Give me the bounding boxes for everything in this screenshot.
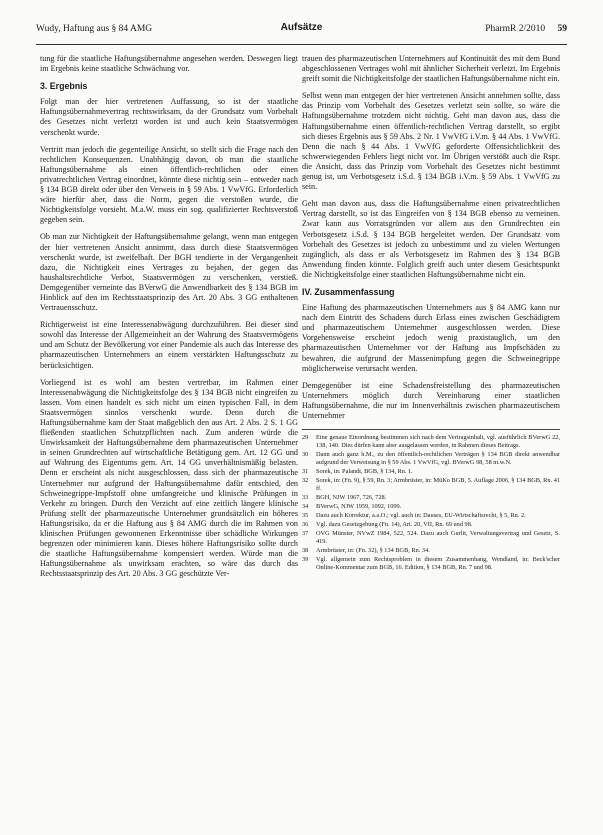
right-column	[302, 54, 560, 573]
paragraph: Demgegenüber ist eine Schadensfreistellung des pharmazeutischen Unternehmers möglich durch Vereinbarung einer staatlichen Haftungsübernahme, die nur im Innenverhältnis zwischen pharmazeutischem Unternehmer	[302, 380, 560, 420]
footnote	[302, 521, 560, 529]
section-heading: 3. Ergebnis	[40, 81, 88, 92]
footnote	[302, 512, 560, 520]
footnote-number: 33	[302, 494, 309, 502]
footnote	[302, 530, 560, 546]
footnote-number: 29	[302, 434, 309, 442]
footnote-text: Armbrüster, in: (Fn. 32), § 134 BGB, Rn. 34.	[316, 547, 430, 555]
paragraph: Ob man zur Nichtigkeit der Haftungsübernahme gelangt, wenn man entgegen der hier vertretenen Ansicht annimmt, dass durch diese Staatsvermögen verschenkt wurde, ist zweifelhaft. Der BGH tendierte in der Vergangenheit dazu, die Nichtigkeit eines Vertrages zu bejahen, der gegen das haushaltsrechtliche Verbot, Staatsvermögen zu verschenken, verstieß. Demgegenüber verneinte das BVerwG die Anwendbarkeit des § 134 BGB im Hinblick auf den im Rechtsstaatsprinzip des Art. 20 Abs. 3 GG enthaltenen Vertrauensschutz.	[40, 232, 298, 313]
footnote-number: 37	[302, 530, 309, 538]
footnote	[302, 477, 560, 493]
running-title: Wudy, Haftung aus § 84 AMG	[36, 24, 153, 34]
footnote-text: OVG Münster, NVwZ 1984, 522, 524. Dazu auch Gurlit, Verwaltungsvertrag und Gesetz, S. 419.	[316, 530, 560, 546]
paragraph: tung für die staatliche Haftungsübernahme angesehen werden. Deswegen liegt im Ergebnis keine staatliche Schwächung vor.	[40, 54, 298, 74]
footnote-number: 36	[302, 521, 309, 529]
footnote-text: BGH, NJW 1967, 726, 728.	[316, 494, 387, 502]
footnote	[302, 434, 560, 450]
footnote-number: 32	[302, 477, 309, 485]
footnote-number: 39	[302, 556, 309, 564]
page-number: 59	[557, 24, 567, 34]
footnote	[302, 503, 560, 511]
paragraph: trauen des pharmazeutischen Unternehmers auf Kontinuität des mit dem Bund abgeschlossenen Vertrages wohl mit ähnlicher Sicherheit verletzt. Im Ergebnis greift somit die Nichtigkeitsfolge der staatlichen Haftungsübernahme nicht ein.	[302, 54, 560, 84]
journal-info	[485, 24, 567, 34]
footnote	[302, 494, 560, 502]
page-header	[36, 16, 567, 45]
footnote-number: 30	[302, 451, 309, 459]
footnote-text: Eine genaue Einordnung bestimmen sich nach dem Vertragsinhalt, vgl. ausführlich BVerwG 22, 138, 140. Dies dürfen kann aber ausgelassen werden, in Rahmen dieses Beitrags.	[316, 434, 560, 450]
section-label: Aufsätze	[280, 22, 323, 33]
footnote-text: Sorek, in: (Fn. 9), § 59, Rn. 3; Armbrüster, in: MüKo BGB, 5. Auflage 2006, § 134 BGB, Rn. 41 ff.	[316, 477, 560, 493]
paragraph: Selbst wenn man entgegen der hier vertretenen Ansicht annehmen sollte, dass das Prinzip vom Vorbehalt des Gesetzes verletzt sein sollte, so wäre die Haftungsübernahme trotzdem nicht nichtig. Geht man davon aus, dass die Haftungsübernahme einen öffentlich-rechtlichen Vertrag darstellt, so ergibt sich dieses Ergebnis aus § 59 Abs. 2 Nr. 1 VwVfG i.V.m. § 44 Abs. 1 VwVfG. Denn die nach § 44 Abs. 1 VwVfG geforderte Offensichtlichkeit des schwerwiegenden Fehlers liegt nicht vor. Im Übrigen verstößt auch die Rspr. die Ansicht, dass das Prinzip vom Vorbehalt des Gesetzes nicht bestimmt genug ist, um Verbotsgesetz i.S.d. § 134 BGB i.V.m. § 59 Abs. 1 VwVfG zu sein.	[302, 91, 560, 192]
footnote	[302, 556, 560, 572]
footnote-text: Vgl. allgemein zum Rechtsproblem in diesem Zusammenhang, Wendland, in: Beck'scher Online-Kommentar zum BGB, 16. Edition, § 134 BGB, Rn. 7 und 98.	[316, 556, 560, 572]
section-heading: IV. Zusammenfassung	[302, 286, 395, 297]
footnote	[302, 451, 560, 467]
footnote	[302, 468, 560, 476]
footnotes	[302, 429, 560, 572]
footnote-text: Vgl. dazu Gesetzgebung (Fn. 14), Art. 20, VII, Rn. 69 und 98.	[316, 521, 473, 529]
footnote-number: 38	[302, 547, 309, 555]
footnote-number: 35	[302, 512, 309, 520]
paragraph: Eine Haftung des pharmazeutischen Unternehmers aus § 84 AMG kann nur nach dem Eintritt des Schadens durch Erlass eines zwischen Geschädigtem und pharmazeutischem Unternehmer ausgeschlossen werden. Diese Vorgehensweise erscheint jedoch wenig praxistauglich, um den pharmazeutischen Unternehmer vor der Haftung aus Impfschäden zu bewahren, die aufgrund der Massenimpfung gegen die Schweinegrippe möglicherweise verursacht werden.	[302, 303, 560, 373]
footnote-number: 31	[302, 468, 309, 476]
footnote-text: Dazu auch Korrektur, a.a.O.; vgl. auch in: Dauses, EU-Wirtschaftsrecht, § 5, Rn. 2.	[316, 512, 526, 520]
paragraph: Vertritt man jedoch die gegenteilige Ansicht, so stellt sich die Frage nach den rechtlichen Konsequenzen. Unabhängig davon, ob man die staatliche Haftungsübernahme als einen öffentlich-rechtlichen oder einen privatrechtlichen Vertrag einordnet, könnte diese nichtig sein – entweder nach § 134 BGB direkt oder über den Verweis in § 59 Abs. 1 VwVfG. Erforderlich wäre hierfür aber, dass die Norm, gegen die verstoßen wurde, die Nichtigkeitsfolge vorsieht. M.a.W. muss ein sog. qualifizierter Rechtsverstoß gegeben sein.	[40, 144, 298, 225]
footnote-text: Dann auch ganz h.M., zu den öffentlich-rechtlichen Verträgen § 134 BGB direkt anwendbar aufgrund der Verweisung in § 59 Abs. 1 VwVfG, vgl. BVerwG 98, 58 m.w.N.	[316, 451, 560, 467]
paragraph: Richtigerweist ist eine Interessenabwägung durchzuführen. Bei dieser sind sowohl das Interesse der Allgemeinheit an der Wahrung des Staatsvermögens und am Schutz der Bevölkerung vor einer Pandemie als auch das Interesse des pharmazeutischen Unternehmers an einem verstärkten Haftungsschutz zu berücksichtigen.	[40, 320, 298, 370]
paragraph: Folgt man der hier vertretenen Auffassung, so ist der staatliche Haftungsübernahmevertrag rechtswirksam, da der Grundsatz vom Vorbehalt des Gesetzes nicht verletzt worden ist und auch kein Staatsvermögen verschenkt wurde.	[40, 97, 298, 137]
footnote	[302, 547, 560, 555]
footnote-text: BVerwG, NJW 1959, 1092, 1099.	[316, 503, 402, 511]
journal-issue: PharmR 2/2010	[485, 24, 546, 34]
footnote-text: Sorek, in: Palandt, BGB, § 134, Rn. 1.	[316, 468, 413, 476]
left-column	[40, 54, 298, 587]
paragraph: Geht man davon aus, dass die Haftungsübernahme einen privatrechtlichen Vertrag darstellt, so ist das Eingreifen von § 134 BGB ebenso zu verneinen. Zwar kann aus Vorratsgründen vor allem aus den Grundrechten ein Verbotsgesetz i.S.d. § 134 BGB hergeleitet werden. Der Grundsatz vom Vorbehalt des Gesetzes ist jedoch zu unbestimmt und zu vielen Wertungen zugänglich, als dass er als Verbotsgesetz im Rahmen des § 134 BGB Anwendung finden könnte. Folglich greift auch unter diesem Gesichtspunkt die Nichtigkeitsfolge einer staatlichen Haftungsübernahme nicht ein.	[302, 199, 560, 279]
footnote-number: 34	[302, 503, 309, 511]
paragraph: Vorliegend ist es wohl am besten vertretbar, im Rahmen einer Interessenabwägung die Nichtigkeitsfolge des § 134 BGB nicht eingreifen zu lassen. Vom einen handelt es sich nicht um einen typischen Fall, in dem Staatsvermögen sinnlos verschenkt wurde. Denn durch die Haftungsübernahme kam der Staat maßgeblich den aus Art. 2 Abs. 2 S. 1 GG fließenden staatlichen Schutzpflichten nach. Zum anderen würde die Unwirksamkeit der Haftungsübernahme dem pharmazeutischen Unternehmer in seinen Grundrechten auf wirtschaftliche Betätigung gem. Art. 12 GG und auf Wahrung des Eigentums gem. Art. 14 GG unverhältnismäßig belasten. Denn er erscheint als nicht ausgeschlossen, dass sich der pharmazeutische Unternehmer nur aufgrund der Haftungsübernahme dafür entschied, den Schweinegrippe-Impfstoff ohne umfangreiche und klinische Prüfungen in Verkehr zu bringen. Durch den Verzicht auf eine zeitlich längere klinische Prüfung stellt der pharmazeutische Unternehmer grundsätzlich ein höheres Haftungsrisiko, da er die Haftung aus § 84 AMG durch die im Rahmen von klinischen Prüfungen gewonnenen Erkenntnisse über schädliche Wirkungen begrenzen oder minimieren kann. Dieses höhere Haftungsrisiko sollte durch die staatliche Haftungsübernahme kompensiert werden. Würde man die Haftungsübernahme als unwirksam erachten, so wäre das durch das Rechtsstaatsprinzip des Art. 20 Abs. 3 GG geschützte Ver-	[40, 377, 298, 579]
